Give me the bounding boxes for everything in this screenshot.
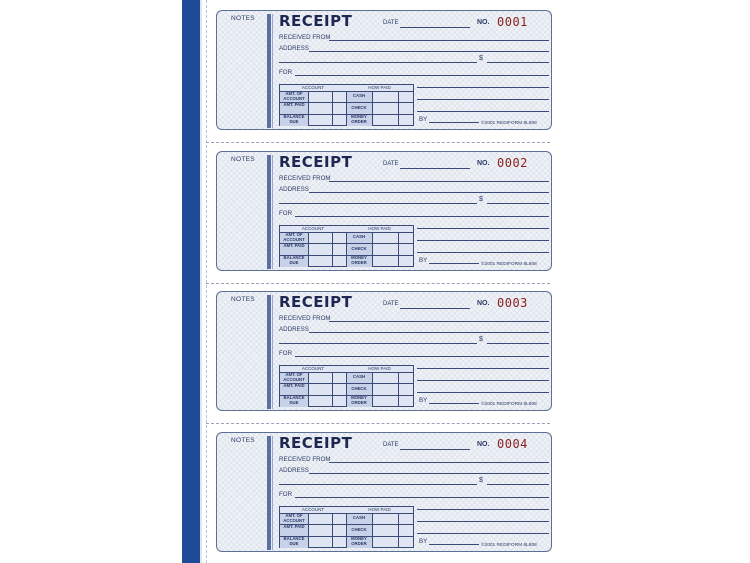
- account-header: ACCOUNT: [301, 507, 325, 512]
- received-from-label: RECEIVED FROM: [279, 175, 331, 182]
- received-from-field[interactable]: [329, 321, 549, 322]
- number-label: NO.: [477, 160, 490, 167]
- account-header: ACCOUNT: [301, 85, 325, 90]
- notes-divider: [267, 436, 271, 550]
- account-header: ACCOUNT: [301, 366, 325, 371]
- received-from-label: RECEIVED FROM: [279, 34, 331, 41]
- amt-paid-label: AMT. PAID: [283, 524, 305, 529]
- perforation-line: [206, 283, 550, 284]
- amt-of-account-label: AMT. OF ACCOUNT: [283, 513, 305, 523]
- amount-field[interactable]: [487, 343, 549, 344]
- number-label: NO.: [477, 19, 490, 26]
- date-field[interactable]: [400, 308, 470, 309]
- account-table: [279, 365, 414, 407]
- notes-divider-thin: [272, 155, 273, 269]
- receipt-form-3: [216, 291, 552, 411]
- date-label: DATE: [383, 301, 399, 307]
- how-paid-header: HOW PAID: [368, 366, 391, 371]
- notes-divider-thin: [272, 14, 273, 128]
- notes-label: NOTES: [231, 156, 255, 163]
- note-line[interactable]: [417, 380, 549, 381]
- vertical-perforation: [206, 0, 207, 563]
- note-line[interactable]: [417, 521, 549, 522]
- cash-label: CASH: [352, 93, 366, 98]
- account-table: [279, 506, 414, 548]
- note-line[interactable]: [417, 240, 549, 241]
- how-paid-header: HOW PAID: [368, 85, 391, 90]
- date-label: DATE: [383, 20, 399, 26]
- note-line[interactable]: [417, 368, 549, 369]
- address-label: ADDRESS: [279, 186, 309, 193]
- receipt-form-1: [216, 10, 552, 130]
- received-from-label: RECEIVED FROM: [279, 315, 331, 322]
- copyright-text: ©2001 REDIFORM 8L808: [481, 262, 537, 267]
- address-line-2[interactable]: [279, 203, 477, 204]
- address-label: ADDRESS: [279, 326, 309, 333]
- receipt-number: 0004: [497, 437, 528, 451]
- amt-paid-label: AMT. PAID: [283, 243, 305, 248]
- dollar-sign: $: [479, 55, 483, 62]
- signature-field[interactable]: [429, 122, 479, 123]
- amount-field[interactable]: [487, 62, 549, 63]
- dollar-sign: $: [479, 336, 483, 343]
- cash-label: CASH: [352, 374, 366, 379]
- balance-due-label: BALANCE DUE: [283, 536, 305, 546]
- for-label: FOR: [279, 69, 293, 76]
- received-from-field[interactable]: [329, 181, 549, 182]
- receipt-form-2: [216, 151, 552, 271]
- for-field[interactable]: [295, 356, 549, 357]
- received-from-label: RECEIVED FROM: [279, 456, 331, 463]
- check-label: CHECK: [351, 527, 367, 532]
- signature-field[interactable]: [429, 544, 479, 545]
- how-paid-header: HOW PAID: [368, 226, 391, 231]
- perforation-line: [206, 423, 550, 424]
- note-line[interactable]: [417, 228, 549, 229]
- receipt-number: 0001: [497, 15, 528, 29]
- date-label: DATE: [383, 161, 399, 167]
- cash-label: CASH: [352, 515, 366, 520]
- notes-divider-thin: [272, 436, 273, 550]
- for-field[interactable]: [295, 216, 549, 217]
- perforation-line: [206, 142, 550, 143]
- note-line[interactable]: [417, 111, 549, 112]
- dollar-sign: $: [479, 196, 483, 203]
- number-label: NO.: [477, 300, 490, 307]
- by-label: BY: [419, 538, 428, 545]
- signature-field[interactable]: [429, 263, 479, 264]
- amt-paid-label: AMT. PAID: [283, 102, 305, 107]
- address-line-2[interactable]: [279, 62, 477, 63]
- date-field[interactable]: [400, 449, 470, 450]
- account-header: ACCOUNT: [301, 226, 325, 231]
- for-field[interactable]: [295, 75, 549, 76]
- number-label: NO.: [477, 441, 490, 448]
- book-spine: [182, 0, 200, 563]
- address-field[interactable]: [309, 332, 549, 333]
- balance-due-label: BALANCE DUE: [283, 395, 305, 405]
- money-order-label: MONEY ORDER: [351, 536, 367, 546]
- notes-divider: [267, 295, 271, 409]
- signature-field[interactable]: [429, 403, 479, 404]
- notes-label: NOTES: [231, 437, 255, 444]
- for-field[interactable]: [295, 497, 549, 498]
- notes-label: NOTES: [231, 296, 255, 303]
- account-table: [279, 225, 414, 267]
- check-label: CHECK: [351, 246, 367, 251]
- address-field[interactable]: [309, 192, 549, 193]
- note-line[interactable]: [417, 392, 549, 393]
- amt-paid-label: AMT. PAID: [283, 383, 305, 388]
- spine-edge: [200, 0, 202, 563]
- copyright-text: ©2001 REDIFORM 8L808: [481, 121, 537, 126]
- for-label: FOR: [279, 491, 293, 498]
- receipt-title: RECEIPT: [279, 12, 353, 30]
- copyright-text: ©2001 REDIFORM 8L808: [481, 543, 537, 548]
- notes-divider: [267, 155, 271, 269]
- amount-field[interactable]: [487, 484, 549, 485]
- copyright-text: ©2001 REDIFORM 8L808: [481, 402, 537, 407]
- money-order-label: MONEY ORDER: [351, 395, 367, 405]
- date-field[interactable]: [400, 168, 470, 169]
- cash-label: CASH: [352, 234, 366, 239]
- amt-of-account-label: AMT. OF ACCOUNT: [283, 372, 305, 382]
- money-order-label: MONEY ORDER: [351, 255, 367, 265]
- address-label: ADDRESS: [279, 467, 309, 474]
- receipt-number: 0002: [497, 156, 528, 170]
- money-order-label: MONEY ORDER: [351, 114, 367, 124]
- receipt-form-4: [216, 432, 552, 552]
- for-label: FOR: [279, 210, 293, 217]
- for-label: FOR: [279, 350, 293, 357]
- by-label: BY: [419, 116, 428, 123]
- note-line[interactable]: [417, 533, 549, 534]
- date-field[interactable]: [400, 27, 470, 28]
- address-line-2[interactable]: [279, 484, 477, 485]
- note-line[interactable]: [417, 87, 549, 88]
- account-table: [279, 84, 414, 126]
- balance-due-label: BALANCE DUE: [283, 255, 305, 265]
- address-field[interactable]: [309, 51, 549, 52]
- notes-divider-thin: [272, 295, 273, 409]
- address-line-2[interactable]: [279, 343, 477, 344]
- amt-of-account-label: AMT. OF ACCOUNT: [283, 232, 305, 242]
- amt-of-account-label: AMT. OF ACCOUNT: [283, 91, 305, 101]
- address-label: ADDRESS: [279, 45, 309, 52]
- date-label: DATE: [383, 442, 399, 448]
- received-from-field[interactable]: [329, 462, 549, 463]
- received-from-field[interactable]: [329, 40, 549, 41]
- amount-field[interactable]: [487, 203, 549, 204]
- check-label: CHECK: [351, 105, 367, 110]
- receipt-title: RECEIPT: [279, 434, 353, 452]
- receipt-title: RECEIPT: [279, 293, 353, 311]
- balance-due-label: BALANCE DUE: [283, 114, 305, 124]
- note-line[interactable]: [417, 509, 549, 510]
- note-line[interactable]: [417, 252, 549, 253]
- receipt-title: RECEIPT: [279, 153, 353, 171]
- receipt-number: 0003: [497, 296, 528, 310]
- notes-label: NOTES: [231, 15, 255, 22]
- notes-divider: [267, 14, 271, 128]
- dollar-sign: $: [479, 477, 483, 484]
- address-field[interactable]: [309, 473, 549, 474]
- by-label: BY: [419, 397, 428, 404]
- check-label: CHECK: [351, 386, 367, 391]
- how-paid-header: HOW PAID: [368, 507, 391, 512]
- by-label: BY: [419, 257, 428, 264]
- note-line[interactable]: [417, 99, 549, 100]
